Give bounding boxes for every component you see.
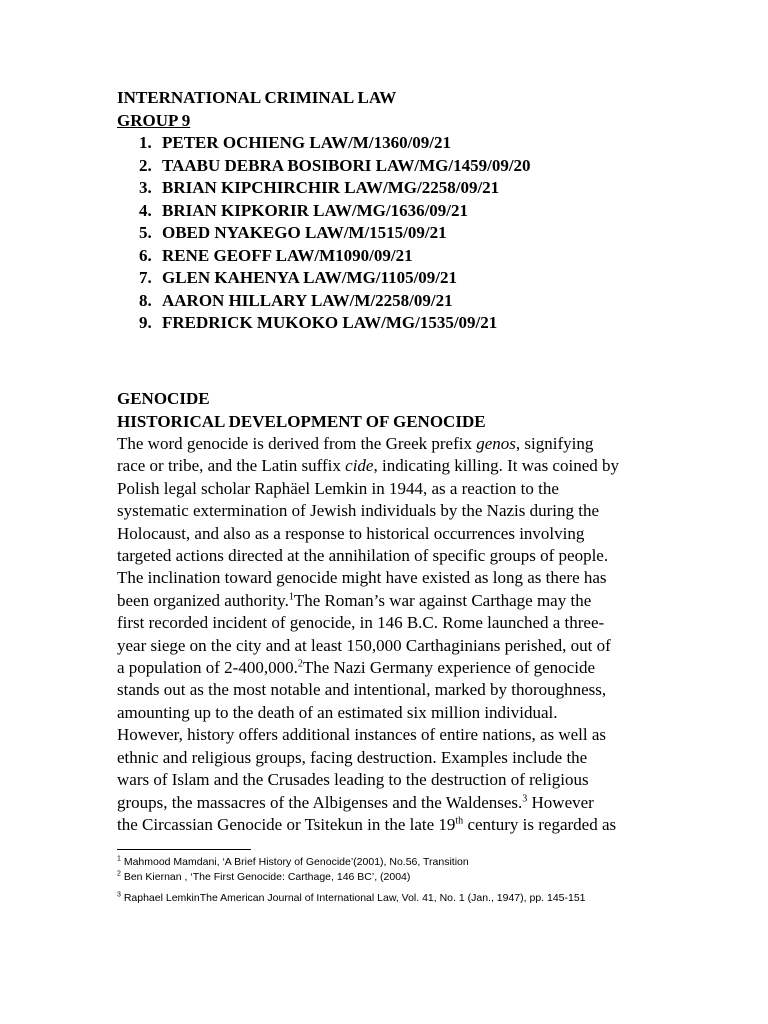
line-text: The word genocide is derived from the Greek prefix xyxy=(117,434,477,453)
footnote-text: Raphael LemkinThe American Journal of International Law, Vol. 41, No. 1 (Jan., 1947), pp. 145-151 xyxy=(120,892,586,904)
footnote-1 xyxy=(117,855,717,870)
group-title-text: GROUP 9 xyxy=(117,110,191,130)
footnote-text: Ben Kiernan , ‘The First Genocide: Carthage, 146 BC’, (2004) xyxy=(120,871,411,883)
paragraph-line: stands out as the most notable and intentional, marked by thoroughness, xyxy=(117,680,607,700)
paragraph-line: targeted actions directed at the annihilation of specific groups of people. xyxy=(117,546,609,566)
list-item-number: 7. xyxy=(139,268,152,287)
footnote-text: Mahmood Mamdani, ‘A Brief History of Genocide’(2001), No.56, Transition xyxy=(120,856,469,868)
body-paragraph xyxy=(117,433,657,836)
line-text: century is regarded as xyxy=(463,814,617,834)
paragraph-line: wars of Islam and the Crusades leading to the destruction of religious xyxy=(117,770,589,790)
footnote-3 xyxy=(117,891,717,906)
footnote-number: 1 xyxy=(117,855,121,863)
line-text: a population of 2-400,000. xyxy=(117,658,298,678)
paragraph-line: Holocaust, and also as a response to historical occurrences involving xyxy=(117,523,585,543)
line-text: , indicating killing. It was coined by xyxy=(373,456,619,476)
list-item-text: AARON HILLARY LAW/M/2258/09/21 xyxy=(162,290,453,310)
list-item-number: 3. xyxy=(139,178,152,197)
member-list xyxy=(117,132,717,335)
group-title xyxy=(117,110,717,133)
paragraph-line xyxy=(117,590,657,612)
list-item-number: 8. xyxy=(139,290,152,310)
footnote-separator xyxy=(117,849,251,850)
genocide-section xyxy=(117,388,657,836)
line-text: However xyxy=(527,792,594,812)
line-text: been organized authority. xyxy=(117,590,289,610)
paragraph-line xyxy=(117,792,657,814)
paragraph-line: systematic extermination of Jewish individuals by the Nazis during the xyxy=(117,501,600,521)
list-item-number: 4. xyxy=(139,200,152,220)
line-text: race or tribe, and the Latin suffix xyxy=(117,456,346,476)
list-item xyxy=(117,290,717,313)
list-item-number: 5. xyxy=(139,223,152,242)
list-item xyxy=(117,245,717,268)
ordinal-suffix: th xyxy=(455,815,464,827)
list-item-text: PETER OCHIENG LAW/M/1360/09/21 xyxy=(162,133,452,152)
footnote-number: 3 xyxy=(117,891,121,899)
cover-header xyxy=(117,87,717,335)
line-text: groups, the massacres of the Albigenses and the Waldenses. xyxy=(117,792,523,812)
list-item xyxy=(117,200,717,223)
section-subtitle: HISTORICAL DEVELOPMENT OF GENOCIDE xyxy=(117,411,486,431)
paragraph-line xyxy=(117,455,657,477)
paragraph-line: ethnic and religious groups, facing destruction. Examples include the xyxy=(117,747,588,767)
footnote-ref-1[interactable]: 1 xyxy=(288,591,294,603)
section-title: GENOCIDE xyxy=(117,389,210,408)
paragraph-line: year siege on the city and at least 150,000 Carthaginians perished, out of xyxy=(117,635,611,655)
list-item-text: RENE GEOFF LAW/M1090/09/21 xyxy=(162,245,413,265)
line-text: The Nazi Germany experience of genocide xyxy=(302,658,595,678)
footnotes xyxy=(117,855,717,906)
paragraph-line xyxy=(117,433,657,455)
footnote-number: 2 xyxy=(117,870,121,878)
list-item-text: OBED NYAKEGO LAW/M/1515/09/21 xyxy=(162,223,447,242)
paragraph-line: Polish legal scholar Raphäel Lemkin in 1944, as a reaction to the xyxy=(117,478,559,498)
list-item-text: BRIAN KIPCHIRCHIR LAW/MG/2258/09/21 xyxy=(162,178,500,197)
list-item-number: 2. xyxy=(139,155,152,175)
list-item xyxy=(117,267,717,290)
paragraph-line: The inclination toward genocide might have existed as long as there has xyxy=(117,568,607,588)
line-text: , signifying xyxy=(515,434,594,453)
list-item xyxy=(117,155,717,178)
list-item-text: GLEN KAHENYA LAW/MG/1105/09/21 xyxy=(162,268,458,287)
footnote-ref-3[interactable]: 3 xyxy=(522,792,528,804)
paragraph-line xyxy=(117,657,657,679)
list-item-number: 9. xyxy=(139,313,152,332)
paragraph-line: amounting up to the death of an estimated six million individual. xyxy=(117,702,558,722)
course-title: INTERNATIONAL CRIMINAL LAW xyxy=(117,88,397,107)
italic-term-genos: genos xyxy=(476,434,516,453)
list-item-text: TAABU DEBRA BOSIBORI LAW/MG/1459/09/20 xyxy=(162,155,531,175)
line-text: the Circassian Genocide or Tsitekun in the late 19 xyxy=(117,814,456,834)
list-item-text: FREDRICK MUKOKO LAW/MG/1535/09/21 xyxy=(162,313,498,332)
list-item xyxy=(117,312,717,335)
paragraph-line: first recorded incident of genocide, in 146 B.C. Rome launched a three- xyxy=(117,613,605,633)
line-text: The Roman’s war against Carthage may the xyxy=(293,590,592,610)
list-item-text: BRIAN KIPKORIR LAW/MG/1636/09/21 xyxy=(162,200,469,220)
list-item xyxy=(117,177,717,200)
paragraph-line xyxy=(117,814,657,836)
paragraph-line: However, history offers additional instances of entire nations, as well as xyxy=(117,725,607,745)
list-item xyxy=(117,222,717,245)
italic-term-cide: cide xyxy=(345,456,374,476)
list-item-number: 6. xyxy=(139,245,152,265)
list-item xyxy=(117,132,717,155)
list-item-number: 1. xyxy=(139,133,152,152)
footnote-ref-2[interactable]: 2 xyxy=(297,658,303,670)
footnote-2 xyxy=(117,870,717,885)
